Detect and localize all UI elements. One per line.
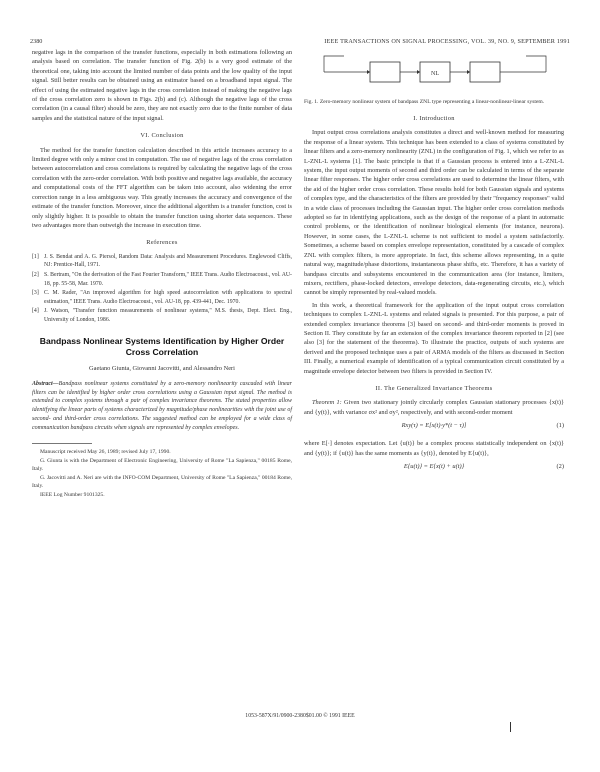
nl-block-label: NL [431, 71, 439, 77]
reference-item: [3] C. M. Rader, "An improved algorithm for high speed autocorrelation with applications to spectral estimation," IEEE Trans. Audio Electroacoust., vol. AU-18, pp. 439-441, Dec. 1970. [32, 290, 292, 305]
paper-authors: Gaetano Giunta, Giovanni Jacovitti, and Alessandro Neri [89, 365, 235, 373]
conclusion-paragraph: The method for the transfer function calculation described in this article increases accuracy to a limited degree with only a minor cost in computation. The use of negative lags of the cross correlation between autocorrelation and cross correlations is required by calculating the negative lags of the cross correlation with the zero-order correlation. With both positive and negative lags available, the accuracy and computational costs of the FFT algorithm can be taken into account, also widening the error correction range in a less ambiguous way. This greatly increases the accuracy and convergence of the estimate of the transfer function. Moreover, since the additional algorithm is a transfer function, cost is only slightly higher. It is possible to obtain the transfer function using shorter data sequences. These two advantages more than outweigh the increase in execution time. [32, 146, 292, 229]
abstract [32, 380, 292, 433]
running-title: IEEE TRANSACTIONS ON SIGNAL PROCESSING, VOL. 39, NO. 9, SEPTEMBER 1991 [324, 38, 570, 45]
equation-1-body: Rxy(τ) = E[x(t)·y*(t − τ)] [401, 422, 467, 430]
intro-paragraph: negative lags in the comparison of the transfer functions, especially in both estimations following an analysis based on correlation. The transfer function of Fig. 2(b) is a very good estimate of the theoretical one, taking into account the limited number of data points and the low quality of the input signal. Still better results can be obtained using an estimator based on a broadband input signal. The effect of using the estimated negative lags in the cross correlation instead of making the negative lags of the cross correlation zero is shown in Figs. 2(b) and (c). Although the negative lags of the cross correlation (in a causal filter) should be zero, they are not exactly zero due to the finite number of data samples and the statistical nature of the input signal. [32, 49, 292, 122]
arrow-icon [417, 70, 420, 74]
text-cursor [510, 722, 511, 732]
theorem-lead: Theorem 1: [312, 399, 342, 407]
paper-title: Bandpass Nonlinear Systems Identification by Higher Order Cross Correlation [39, 336, 285, 358]
footnote: G. Giunta is with the Department of Electronic Engineering, University of Rome "La Sapienza," 00185 Rome, Italy. [32, 457, 292, 472]
equation-1-number: (1) [556, 422, 564, 430]
references-heading: References [146, 239, 178, 247]
footnote: G. Jacovitti and A. Neri are with the INFO-COM Department, University of Rome "La Sapienza," 00184 Rome, Italy. [32, 474, 292, 489]
figure-1 [310, 48, 560, 96]
reference-item: [2] S. Bertram, "On the derivation of the Fast Fourier Transform," IEEE Trans. Audio Electroacoust., vol. AU-18, pp. 55-58, Mar. 1970. [32, 271, 292, 287]
footnote: Manuscript received May 26, 1989; revised July 17, 1990. [40, 448, 171, 455]
reference-item: [4] J. Watson, "Transfer function measurements of nonlinear systems," M.S. thesis, Dept. Elect. Eng., University of London, 1986. [32, 308, 292, 323]
theorem-paragraph [304, 398, 564, 417]
equation-1 [304, 421, 564, 435]
right-column [304, 48, 564, 480]
page-number: 2380 [30, 38, 43, 45]
abstract-text: Bandpass nonlinear systems constituted by a zero-memory nonlinearity cascaded with linear filters can be identified by higher order cross correlations using a Gaussian input signal. The method is extended to complex systems through a pair of complex invariance theorems. The stated properties allow identifying the linear parts of systems characterized by magnitude/phase nonlinearities with the joint use of second- and third-order cross correlations. The suggested method can be employed for a wide class of communication bandpass circuits when signals are represented by complex envelopes. [32, 380, 292, 431]
left-column [32, 48, 292, 500]
introduction-heading: I. Introduction [413, 115, 455, 122]
arrow-icon [467, 70, 470, 74]
footnote-divider [32, 443, 92, 444]
theorem-text: Given two stationary jointly circularly complex Gaussian stationary processes {x(t)} and {y(t)}, with variance σx² and σy², respectively, and with second-order moment [304, 399, 564, 416]
references-list [32, 253, 292, 325]
figure-caption: Fig. 1. Zero-memory nonlinear system of bandpass ZNL type representing a linear-nonlinear-linear system. [304, 99, 545, 105]
theorems-heading: II. The Generalized Invariance Theorems [375, 384, 493, 392]
equation-2-number: (2) [556, 463, 564, 470]
equation-2 [304, 462, 564, 476]
equation-2-body: E{u(t)} = E{x(t) + u(t)} [403, 463, 465, 470]
filter-block-2 [470, 62, 500, 82]
abstract-lead: Abstract— [32, 380, 59, 387]
arrow-icon [367, 70, 370, 74]
introduction-paragraph: In this work, a theoretical framework for the application of the input output cross correlation techniques to complex L-ZNL-L systems and related signals is presented. For this purpose, a pair of extended complex invariance theorems [3] based on second- and third-order moments is proved in Section II. They constitute by far an extension of the complex invariance theorem reported in [2] (see also [3] for the statement of the theorems). To illustrate the practice, outputs of such systems are derived and the proposed technique uses a pair of ARMA models of the filters as discussed in Section III. Finally, a numerical example of identification of a typical communication circuit constituted by a magnitude envelope detector between two filters is provided in Section IV. [304, 301, 564, 375]
copyright-identifier: 1053-587X/91/0900-2380$01.00 © 1991 IEEE [245, 713, 355, 719]
output-branch [526, 56, 546, 72]
filter-block-1 [370, 62, 400, 82]
conclusion-heading: VI. Conclusion [140, 132, 184, 140]
introduction-paragraph: Input output cross correlations analysis constitutes a direct and well-known method for measuring the response of a linear system. This technique has been extended to a class of systems constituted by linear filters and a zero-memory nonlinearity (ZNL) in the configuration of Fig. 1, which we refer to as L-ZNL-L systems [1]. The basic principle is that if a Gaussian process is entered into a L-ZNL-L system, the input output moments of second and third order can be calculated in terms of the separate linear filter responses. The higher order cross correlations are used to determine the linear filters, with the aid of the higher order cross correlation. These results hold for both Gaussian signals and systems of complex type, and the characteristics of the filters are provided by their "frequency responses" valid in a wide class of processes including the Gaussian input. The higher order cross correlation methods adopted so far in identifying applications, such as the design of the response of a plant in automatic control problems, or the identification of nonlinear biological elements (for instance, neurons). However, in some cases, the L-ZNL-L scheme is not sufficient to model a system satisfactorily. Sometimes, a scheme based on complex envelope representation, constituted by a cascade of complex ZNL with complex filters, is more appropriate. In fact, this scheme allows representing, in a quite natural way, magnitude/phase distortions, instantaneous phase shifts, etc. Therefore, it has a variety of bandpass circuits and subsystems encountered in the communication area (for instance, limiters, mixers, rectifiers, phase-locked detectors, envelope detectors, data-regenerating circuits, etc.), which cannot be simply represented by real-valued models. [304, 129, 564, 297]
block-diagram [310, 48, 560, 96]
footnote: IEEE Log Number 9101325. [40, 491, 105, 498]
theorem-continuation: where E[·] denotes expectation. Let {u(t)} be a complex process statistically independent on {x(t)} and {y(t)}; if {u(t)} has the same moments as {y(t)}, denoted by E{u(t)}, [304, 440, 564, 457]
input-branch [324, 56, 344, 72]
reference-item: [1] J. S. Bendat and A. G. Piersol, Random Data: Analysis and Measurement Procedures. Englewood Cliffs, NJ: Prentice-Hall, 1971. [32, 253, 292, 269]
